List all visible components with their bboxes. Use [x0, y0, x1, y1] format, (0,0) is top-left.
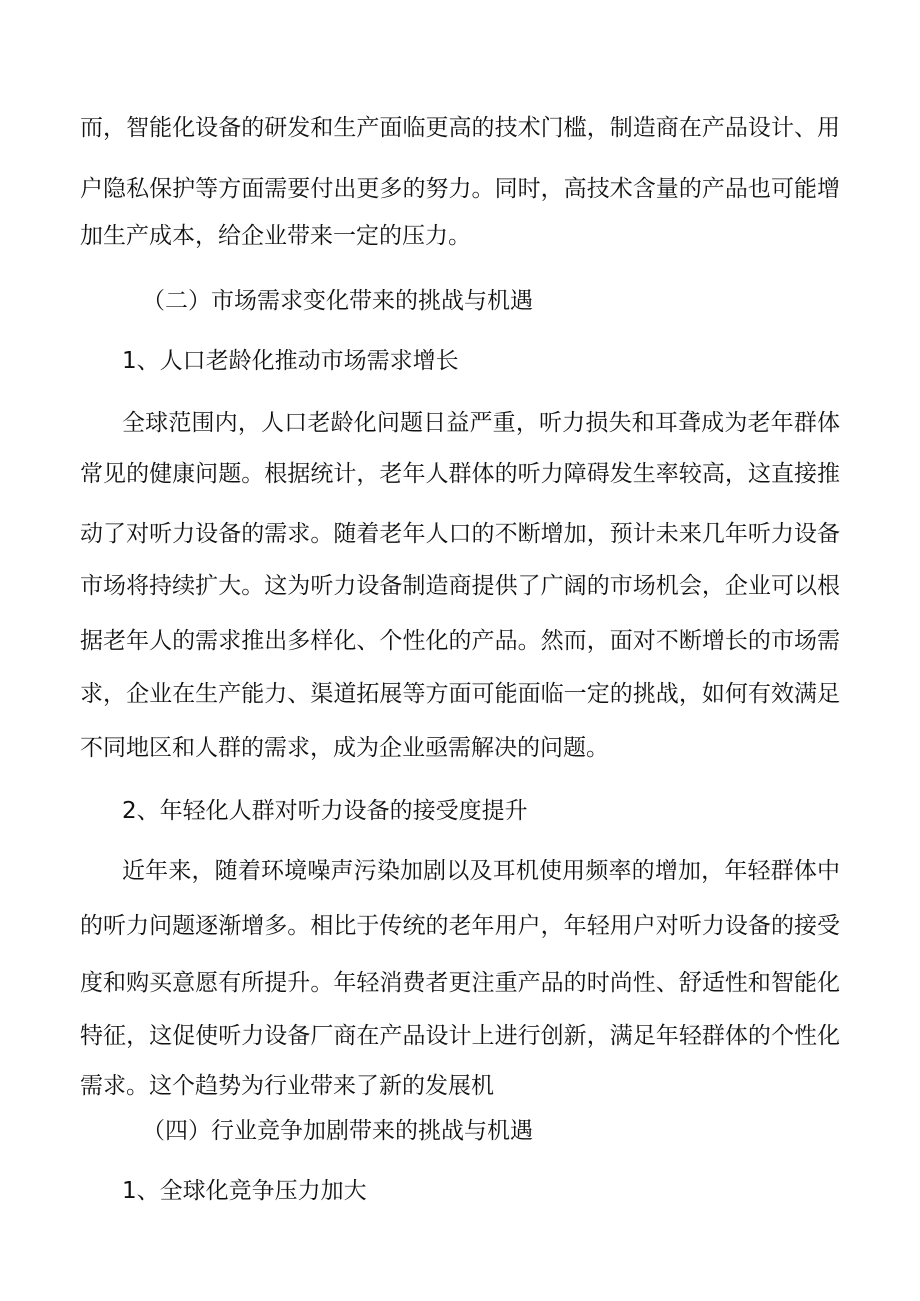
paragraph-line: 市场将持续扩大。这为听力设备制造商提供了广阔的市场机会，企业可以根	[80, 573, 840, 599]
paragraph-line: 近年来，随着环境噪声污染加剧以及耳机使用频率的增加，年轻群体中	[122, 858, 840, 884]
paragraph-line: 度和购买意愿有所提升。年轻消费者更注重产品的时尚性、舒适性和智能化	[80, 970, 840, 996]
paragraph-line: 加生产成本，给企业带来一定的压力。	[80, 223, 471, 249]
paragraph-line: 常见的健康问题。根据统计，老年人群体的听力障碍发生率较高，这直接推	[80, 461, 840, 487]
section-heading: （四）行业竞争加剧带来的挑战与机遇	[142, 1118, 533, 1144]
paragraph-line: 求，企业在生产能力、渠道拓展等方面可能面临一定的挑战，如何有效满足	[80, 681, 840, 707]
paragraph-line: 全球范围内，人口老龄化问题日益严重，听力损失和耳聋成为老年群体	[122, 410, 840, 436]
item-heading: 1、全球化竞争压力加大	[122, 1178, 367, 1204]
item-heading: 1、人口老龄化推动市场需求增长	[122, 348, 459, 374]
paragraph-line: 动了对听力设备的需求。随着老年人口的不断增加，预计未来几年听力设备	[80, 521, 840, 547]
paragraph-line: 特征，这促使听力设备厂商在产品设计上进行创新，满足年轻群体的个性化	[80, 1023, 840, 1049]
item-heading: 2、年轻化人群对听力设备的接受度提升	[122, 798, 528, 824]
paragraph-line: 需求。这个趋势为行业带来了新的发展机	[80, 1073, 494, 1099]
paragraph-line: 据老年人的需求推出多样化、个性化的产品。然而，面对不断增长的市场需	[80, 628, 840, 654]
paragraph-line: 户隐私保护等方面需要付出更多的努力。同时，高技术含量的产品也可能增	[80, 176, 840, 202]
section-heading: （二）市场需求变化带来的挑战与机遇	[142, 288, 533, 314]
paragraph-line: 而，智能化设备的研发和生产面临更高的技术门槛，制造商在产品设计、用	[80, 115, 840, 141]
paragraph-line: 不同地区和人群的需求，成为企业亟需解决的问题。	[80, 735, 609, 761]
paragraph-line: 的听力问题逐渐增多。相比于传统的老年用户，年轻用户对听力设备的接受	[80, 913, 840, 939]
